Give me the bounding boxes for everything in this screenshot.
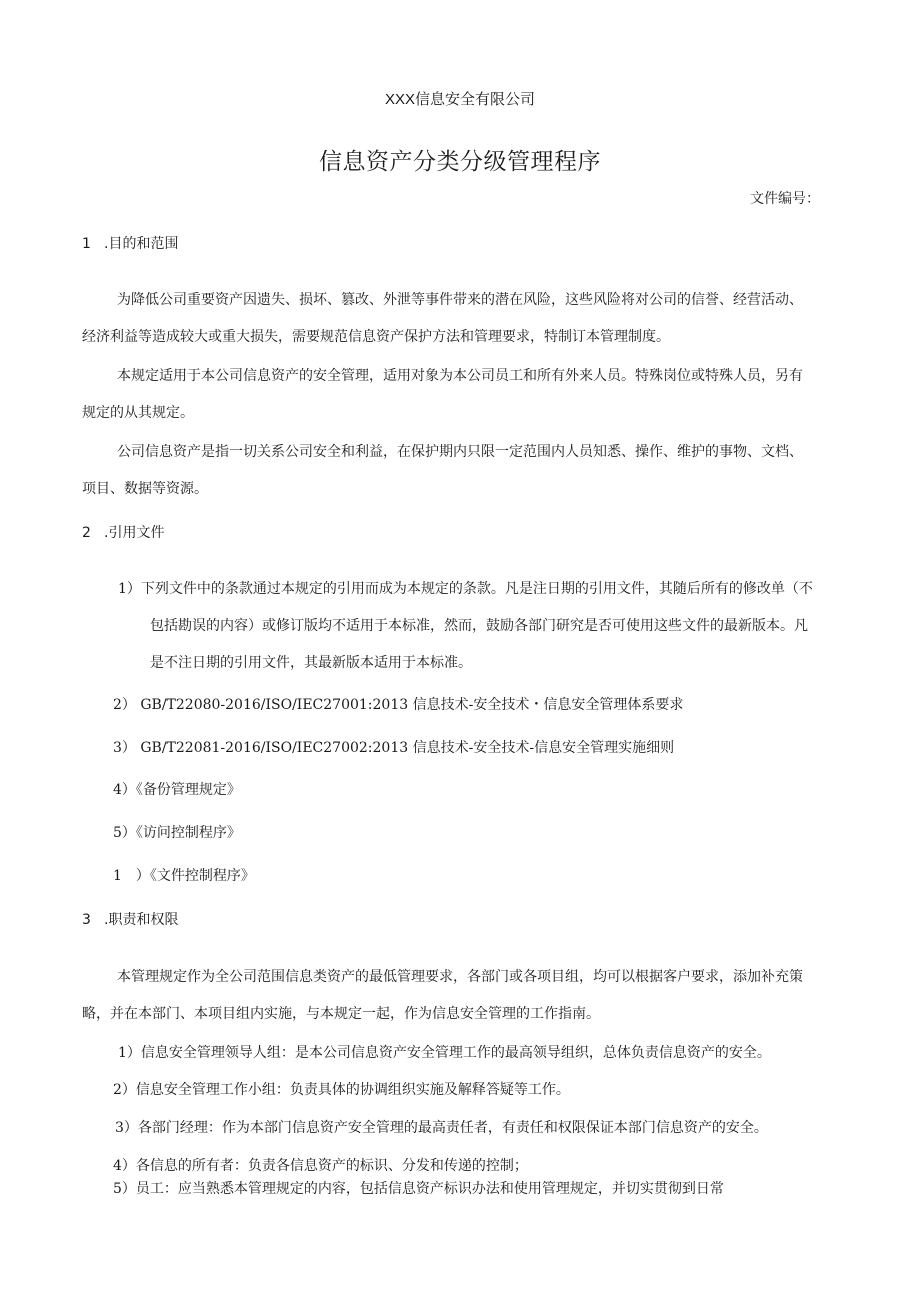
paragraph-line: 项目、数据等资源。: [82, 481, 208, 497]
section-number: 2: [82, 525, 91, 541]
reference-item: 4）《备份管理规定》: [113, 782, 241, 798]
section-heading-1: [82, 233, 178, 253]
section-title: .职责和权限: [104, 912, 179, 928]
reference-item: 1）下列文件中的条款通过本规定的引用而成为本规定的条款。凡是注日期的引用文件，其随后所有的修改单（不: [118, 581, 813, 597]
paragraph-line: 为降低公司重要资产因遗失、损坏、篡改、外泄等事件带来的潜在风险，这些风险将对公司的信誉、经营活动、: [117, 292, 803, 308]
reference-item-continuation: 包括勘误的内容）或修订版均不适用于本标准，然而，鼓励各部门研究是否可使用这些文件的最新版本。凡: [150, 618, 808, 634]
reference-item-continuation: 是不注日期的引用文件，其最新版本适用于本标准。: [150, 655, 472, 671]
section-number: 3: [82, 912, 91, 928]
document-title: 信息资产分类分级管理程序: [319, 149, 601, 175]
responsibility-item: 5）员工：应当熟悉本管理规定的内容，包括信息资产标识办法和使用管理规定，并切实贯彻到日常: [113, 1181, 724, 1197]
reference-item: 3） GB/T22081-2016/ISO/IEC27002:2013 信息技术-安全技术-信息安全管理实施细则: [113, 740, 675, 756]
paragraph-line: 本规定适用于本公司信息资产的安全管理，适用对象为本公司员工和所有外来人员。特殊岗位或特殊人员，另有: [117, 368, 803, 384]
document-number-label: 文件编号：: [750, 191, 820, 207]
responsibility-item: 2）信息安全管理工作小组：负责具体的协调组织实施及解释答疑等工作。: [113, 1082, 570, 1098]
responsibility-item: 1）信息安全管理领导人组：是本公司信息资产安全管理工作的最高领导组织，总体负责信息资产的安全。: [118, 1045, 771, 1061]
section-number: 1: [82, 236, 91, 252]
section-title: .目的和范围: [104, 236, 179, 252]
section-title: .引用文件: [104, 525, 165, 541]
reference-item: 2） GB/T22080-2016/ISO/IEC27001:2013 信息技术-安全技术・信息安全管理体系要求: [113, 697, 684, 713]
company-name: XXX信息安全有限公司: [384, 91, 535, 108]
paragraph-line: 规定的从其规定。: [82, 405, 194, 421]
section-heading-3: [82, 909, 178, 929]
responsibility-item: 3）各部门经理：作为本部门信息资产安全管理的最高责任者，有责任和权限保证本部门信息资产的安全。: [115, 1120, 768, 1136]
reference-item: 5）《访问控制程序》: [113, 825, 241, 841]
paragraph-line: 公司信息资产是指一切关系公司安全和利益，在保护期内只限一定范围内人员知悉、操作、维护的事物、文档、: [117, 444, 803, 460]
paragraph-line: 经济利益等造成较大或重大损失，需要规范信息资产保护方法和管理要求，特制订本管理制度。: [82, 329, 670, 345]
responsibility-item: 4）各信息的所有者：负责各信息资产的标识、分发和传递的控制；: [113, 1158, 528, 1174]
section-heading-2: [82, 522, 164, 542]
reference-item: 1 ）《文件控制程序》: [113, 868, 255, 884]
paragraph-line: 略，并在本部门、本项目组内实施，与本规定一起，作为信息安全管理的工作指南。: [82, 1006, 600, 1022]
paragraph-line: 本管理规定作为全公司范围信息类资产的最低管理要求，各部门或各项目组，均可以根据客户要求，添加补充策: [117, 969, 803, 985]
